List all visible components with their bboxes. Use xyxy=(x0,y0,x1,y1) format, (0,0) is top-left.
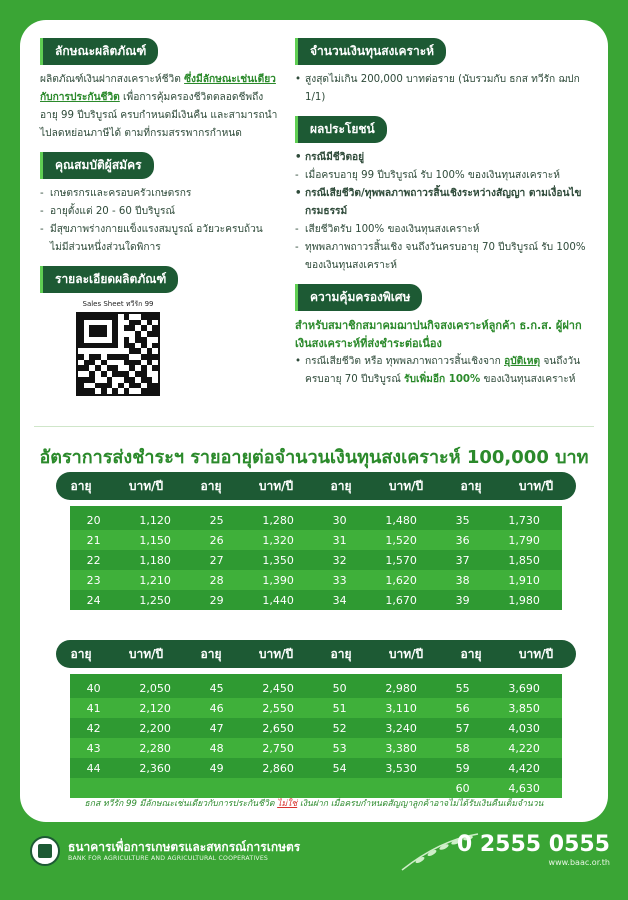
age-cell: 31 xyxy=(332,533,347,547)
footnote-text-2: เงินฝาก เมื่อครบกำหนดสัญญาลูกค้าอาจไม่ได้รับเงินคืนเต็มจำนวน xyxy=(297,799,544,809)
age-cell: 50 xyxy=(332,681,347,695)
amount-cell: 1,520 xyxy=(385,533,417,547)
col-amount: บาท/ปี xyxy=(128,478,164,493)
qr-label: Sales Sheet ทวีรัก 99 xyxy=(82,300,154,308)
footnote xyxy=(34,796,594,810)
website-link[interactable]: www.baac.or.th xyxy=(548,858,610,867)
amount-cell: 3,380 xyxy=(385,741,417,755)
age-cell: 35 xyxy=(455,513,470,527)
age-cell: 20 xyxy=(86,513,101,527)
amount-cell: 1,180 xyxy=(139,553,171,567)
col-age: อายุ xyxy=(70,646,92,661)
special-title: ความคุ้มครองพิเศษ xyxy=(295,284,422,311)
age-cell: 34 xyxy=(332,593,347,607)
applicant-item: - อายุตั้งแต่ 20 - 60 ปีบริบูรณ์ xyxy=(40,203,280,221)
benefits-title: ผลประโยชน์ xyxy=(295,116,387,143)
age-cell: 46 xyxy=(209,701,224,715)
col-age: อายุ xyxy=(200,646,222,661)
col-age: อายุ xyxy=(330,478,352,493)
amount-cell: 2,980 xyxy=(385,681,417,695)
table-header xyxy=(56,640,576,668)
amount-cell: 2,860 xyxy=(262,761,294,775)
age-cell: 60 xyxy=(455,781,470,795)
special-text-1: กรณีเสียชีวิต หรือ ทุพพลภาพถาวรสิ้นเชิงจาก xyxy=(305,356,505,367)
amount-cell: 4,030 xyxy=(508,721,540,735)
table-header xyxy=(56,472,576,500)
bank-name-en: BANK FOR AGRICULTURE AND AGRICULTURAL COOPERATIVES xyxy=(68,855,269,862)
age-cell: 55 xyxy=(455,681,470,695)
col-age: อายุ xyxy=(330,646,352,661)
table-body xyxy=(70,674,562,798)
benefit-death-item: - ทุพพลภาพถาวรสิ้นเชิง จนถึงวันครบอายุ 70 ปีบริบูรณ์ รับ 100% ของเงินทุนสงเคราะห์ xyxy=(295,239,595,275)
amount-cell: 1,390 xyxy=(262,573,294,587)
benefit-alive-head: • กรณีมีชีวิตอยู่ xyxy=(295,149,595,167)
special-accident: อุบัติเหตุ xyxy=(504,356,541,367)
special-text-3: ของเงินทุนสงเคราะห์ xyxy=(480,374,576,385)
divider xyxy=(34,426,594,427)
col-age: อายุ xyxy=(460,646,482,661)
info-card xyxy=(20,20,608,822)
age-cell: 21 xyxy=(86,533,101,547)
age-cell: 51 xyxy=(332,701,347,715)
age-cell: 53 xyxy=(332,741,347,755)
amount-cell: 2,050 xyxy=(139,681,171,695)
footer xyxy=(0,822,628,900)
table-body xyxy=(70,506,562,610)
table-row xyxy=(70,758,562,778)
amount-cell: 1,280 xyxy=(262,513,294,527)
baac-logo-icon xyxy=(30,836,60,866)
amount-cell: 2,120 xyxy=(139,701,171,715)
amount-cell: 4,420 xyxy=(508,761,540,775)
age-cell: 43 xyxy=(86,741,101,755)
amount-cell: 2,750 xyxy=(262,741,294,755)
amount-cell: 1,980 xyxy=(508,593,540,607)
bank-name-th: ธนาคารเพื่อการเกษตรและสหกรณ์การเกษตร xyxy=(68,840,301,854)
table-row xyxy=(70,738,562,758)
age-cell: 27 xyxy=(209,553,224,567)
age-cell: 40 xyxy=(86,681,101,695)
amount-cell: 1,120 xyxy=(139,513,171,527)
age-cell: 59 xyxy=(455,761,470,775)
age-cell: 37 xyxy=(455,553,470,567)
table-row xyxy=(70,778,562,798)
amount-cell: 1,570 xyxy=(385,553,417,567)
amount-cell: 4,630 xyxy=(508,781,540,795)
qr-code-icon[interactable] xyxy=(76,312,160,396)
age-cell: 25 xyxy=(209,513,224,527)
amount-cell: 2,200 xyxy=(139,721,171,735)
age-cell: 33 xyxy=(332,573,347,587)
amount-cell: 1,670 xyxy=(385,593,417,607)
product-features-text-1: ผลิตภัณฑ์เงินฝากสงเคราะห์ชีวิต xyxy=(40,74,185,85)
col-amount: บาท/ปี xyxy=(518,478,554,493)
amount-cell: 1,350 xyxy=(262,553,294,567)
table-row xyxy=(70,718,562,738)
applicant-item: - เกษตรกรและครอบครัวเกษตรกร xyxy=(40,185,280,203)
right-column xyxy=(295,38,595,389)
amount-cell: 1,850 xyxy=(508,553,540,567)
age-cell: 45 xyxy=(209,681,224,695)
age-cell: 52 xyxy=(332,721,347,735)
benefit-alive-item: - เมื่อครบอายุ 99 ปีบริบูรณ์ รับ 100% ของเงินทุนสงเคราะห์ xyxy=(295,167,595,185)
amount-cell: 4,220 xyxy=(508,741,540,755)
table-row xyxy=(70,678,562,698)
left-column xyxy=(40,38,280,396)
amount-cell: 1,320 xyxy=(262,533,294,547)
table-row xyxy=(70,570,562,590)
benefit-death-item: - เสียชีวิตรับ 100% ของเงินทุนสงเคราะห์ xyxy=(295,221,595,239)
col-age: อายุ xyxy=(70,478,92,493)
amount-cell: 3,530 xyxy=(385,761,417,775)
amount-cell: 1,150 xyxy=(139,533,171,547)
sum-assured-text: • สูงสุดไม่เกิน 200,000 บาทต่อราย (นับรวมกับ ธกส ทวีรัก ฌปก 1/1) xyxy=(295,71,595,107)
phone-number[interactable]: 0 2555 0555 xyxy=(456,832,610,857)
col-amount: บาท/ปี xyxy=(388,478,424,493)
col-amount: บาท/ปี xyxy=(258,478,294,493)
amount-cell: 1,210 xyxy=(139,573,171,587)
special-text xyxy=(295,353,595,389)
col-amount: บาท/ปี xyxy=(258,646,294,661)
sum-assured-title: จำนวนเงินทุนสงเคราะห์ xyxy=(295,38,446,65)
amount-cell: 1,730 xyxy=(508,513,540,527)
age-cell: 23 xyxy=(86,573,101,587)
qr-block[interactable] xyxy=(68,299,168,396)
age-cell: 30 xyxy=(332,513,347,527)
applicant-item: - มีสุขภาพร่างกายแข็งแรงสมบูรณ์ อวัยวะครบถ้วน ไม่มีส่วนหนึ่งส่วนใดพิการ xyxy=(40,221,280,257)
amount-cell: 2,450 xyxy=(262,681,294,695)
table-row xyxy=(70,698,562,718)
age-cell: 49 xyxy=(209,761,224,775)
age-cell: 39 xyxy=(455,593,470,607)
amount-cell: 1,910 xyxy=(508,573,540,587)
age-cell: 24 xyxy=(86,593,101,607)
age-cell: 22 xyxy=(86,553,101,567)
product-features-highlight: ซึ่งมีลักษณะเช่นเดียวกับการประกันชีวิต xyxy=(40,74,276,103)
special-extra: รับเพิ่มอีก 100% xyxy=(404,374,481,385)
col-amount: บาท/ปี xyxy=(518,646,554,661)
age-cell: 48 xyxy=(209,741,224,755)
footnote-not: ไม่ใช่ xyxy=(277,799,298,809)
age-cell: 57 xyxy=(455,721,470,735)
amount-cell: 2,360 xyxy=(139,761,171,775)
amount-cell: 3,110 xyxy=(385,701,417,715)
age-cell: 54 xyxy=(332,761,347,775)
table-row xyxy=(70,550,562,570)
age-cell: 29 xyxy=(209,593,224,607)
special-lead: สำหรับสมาชิกสมาคมฌาปนกิจสงเคราะห์ลูกค้า ธ.ก.ส. ผู้ฝากเงินสงเคราะห์ที่ส่งชำระต่อเนื่อง xyxy=(295,319,582,350)
col-age: อายุ xyxy=(460,478,482,493)
age-cell: 42 xyxy=(86,721,101,735)
amount-cell: 2,550 xyxy=(262,701,294,715)
amount-cell: 3,850 xyxy=(508,701,540,715)
age-cell: 36 xyxy=(455,533,470,547)
rates-table-2 xyxy=(56,640,576,798)
amount-cell: 2,650 xyxy=(262,721,294,735)
col-age: อายุ xyxy=(200,478,222,493)
table-row xyxy=(70,590,562,610)
product-features-text xyxy=(40,71,280,143)
age-cell: 47 xyxy=(209,721,224,735)
col-amount: บาท/ปี xyxy=(128,646,164,661)
age-cell: 28 xyxy=(209,573,224,587)
age-cell: 41 xyxy=(86,701,101,715)
age-cell: 58 xyxy=(455,741,470,755)
amount-cell: 2,280 xyxy=(139,741,171,755)
table-row xyxy=(70,510,562,530)
rates-title: อัตราการส่งชำระฯ รายอายุต่อจำนวนเงินทุนสงเคราะห์ 100,000 บาท xyxy=(39,447,589,468)
age-cell: 56 xyxy=(455,701,470,715)
rates-table-1 xyxy=(56,472,576,610)
age-cell: 38 xyxy=(455,573,470,587)
amount-cell: 1,250 xyxy=(139,593,171,607)
amount-cell: 1,480 xyxy=(385,513,417,527)
table-row xyxy=(70,530,562,550)
details-title: รายละเอียดผลิตภัณฑ์ xyxy=(40,266,178,293)
special-text-2: จนถึงวันครบอายุ 70 ปีบริบูรณ์ xyxy=(305,356,581,385)
amount-cell: 3,240 xyxy=(385,721,417,735)
product-features-title: ลักษณะผลิตภัณฑ์ xyxy=(40,38,158,65)
benefit-death-head: • กรณีเสียชีวิต/ทุพพลภาพถาวรสิ้นเชิงระหว่างสัญญา ตามเงื่อนไขกรมธรรม์ xyxy=(295,185,595,221)
col-amount: บาท/ปี xyxy=(388,646,424,661)
amount-cell: 1,620 xyxy=(385,573,417,587)
applicant-title: คุณสมบัติผู้สมัคร xyxy=(40,152,154,179)
age-cell: 32 xyxy=(332,553,347,567)
amount-cell: 1,440 xyxy=(262,593,294,607)
age-cell: 26 xyxy=(209,533,224,547)
age-cell: 44 xyxy=(86,761,101,775)
amount-cell: 1,790 xyxy=(508,533,540,547)
footnote-text-1: ธกส ทวีรัก 99 มีลักษณะเช่นเดียวกับการประกันชีวิต xyxy=(84,799,278,809)
amount-cell: 3,690 xyxy=(508,681,540,695)
product-features-text-2: เพื่อการคุ้มครองชีวิตตลอดชีพถึงอายุ 99 ปีบริบูรณ์ ครบกำหนดมีเงินคืน และสามารถนำไปลดหย่อนภาษีได้ ตามที่กรมสรรพากรกำหนด xyxy=(40,92,278,139)
